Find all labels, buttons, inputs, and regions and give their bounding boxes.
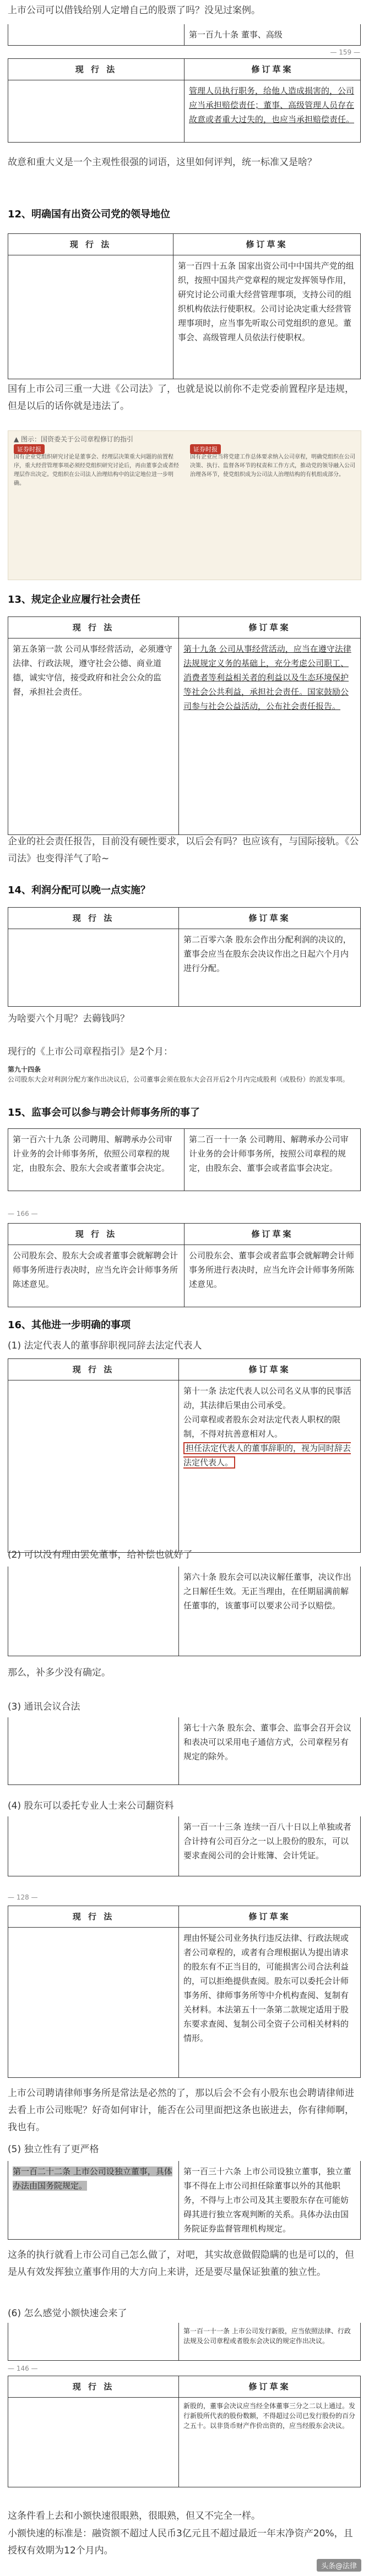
t9-right-bottom-text: 理由怀疑公司业务执行违反法律、行政法规或者公司章程的，或者有合理根据认为提出请求的股东有不正当目的，可能损害公司合法利益的，可以拒绝提供查阅。股东可以委托会计师事务所、律师事务所等中介机构查阅、复制有关材料。本法第五十一条第二款规定适用于股东要求查阅、复制公司全资子公司相关材料的情形。: [183, 1933, 349, 2043]
heading-12: 12、明确国有出资公司党的领导地位: [8, 209, 171, 220]
law-table-9: [8, 1816, 361, 1876]
t1-right-text: 管理人员执行职务，给他人造成损害的，公司应当承担赔偿责任；董事、高级管理人员存在故意或者重大过失的，也应当承担赔偿责任。: [189, 86, 355, 124]
t11-right-bottom: [179, 2398, 361, 2487]
t10-right-body: [179, 2161, 361, 2240]
item-16-5: (5) 独立性有了更严格: [8, 2144, 99, 2155]
watermark: 头条@法律: [317, 2559, 361, 2572]
t5-current-header: 现 行 法: [8, 1224, 184, 1245]
para-16-6b: 这条件看上去和小额快速很眼熟，很眼熟，但又不完全一样。: [8, 2510, 261, 2522]
para-1: 故意和重大义是一个主观性很强的词语，这里如何评判，统一标准又是啥？: [8, 157, 317, 168]
t6-right-para-c: [183, 1442, 351, 1469]
t9-current-header: 现 行 法: [8, 1906, 179, 1928]
t4-current-header: 现 行 法: [8, 908, 179, 929]
t7-right-text: 第六十条 股东会可以决议解任董事，决议作出之日解任生效。无正当理由，在任期届满前解任董事的，该董事可以要求公司予以赔偿。: [183, 1572, 351, 1611]
law-table-7: [8, 1567, 361, 1656]
t5-left-bottom: [8, 1245, 184, 1307]
t4-revised-header: 修订草案: [179, 908, 361, 929]
intro-text: 上市公司可以借钱给别人定增自己的股票了吗？没见过案例。: [8, 5, 261, 16]
law-table-11: [8, 2323, 361, 2361]
t3-right-body: [179, 638, 361, 835]
t2-revised-header: 修订草案: [173, 234, 361, 255]
t1-right-body: [184, 80, 361, 143]
t3-left-body: [8, 638, 179, 835]
page-number-166-text: — 166 —: [8, 1210, 38, 1218]
t3-revised-header: 修订草案: [179, 617, 361, 638]
t10-left-text: 第一百二十二条 上市公司设独立董事，具体办法由国务院规定。: [13, 2166, 172, 2191]
t5-left-top-text: 第一百六十九条 公司聘用、解聘承办公司审计业务的会计师事务所，依照公司章程的规定，由股东会、股东大会或者董事会决定。: [13, 1134, 172, 1173]
guideline-title: 第九十四条: [8, 1066, 41, 1073]
t8-right-text: 第七十六条 股东会、董事会、监事会召开会议和表决可以采用电子通信方式，公司章程另有规定的除外。: [183, 1723, 351, 1761]
item-16-6: (6) 怎么感觉小额快速会来了: [8, 2308, 127, 2319]
t11-revised-header: 修订草案: [179, 2376, 361, 2398]
t4-right-text: 第二百零六条 股东会作出分配利润的决议的，董事会应当在股东会决议作出之日起六个月内进行分配。: [183, 935, 351, 973]
law-table-4: [8, 907, 361, 1007]
news-column-right: [190, 453, 355, 574]
t6-right-body: [179, 1380, 361, 1553]
image-caption: ▲ 图示：国资委关于公司章程修订的指引: [14, 435, 134, 443]
t9-right-bottom: [179, 1928, 361, 2078]
page-number-146: [8, 2365, 360, 2372]
item-16-1: (1) 法定代表人的董事辞职视同辞去法定代表人: [8, 1340, 202, 1351]
t2-left-body: [8, 255, 173, 379]
page-number-128: [8, 1893, 360, 1901]
page-number: [8, 48, 360, 56]
t11-left-top: [8, 2323, 179, 2361]
t11-right-top: [179, 2323, 361, 2361]
law-table-1b: [8, 58, 361, 143]
news-column-left: [14, 453, 179, 574]
para-4a: 为啥要六个月呢？去薅钱吗？: [8, 1013, 129, 1024]
t5-revised-header: 修订草案: [184, 1224, 361, 1245]
news-right-text: 国有企业应当将党建工作总体要求纳入公司章程，明确党组织在公司决策、执行、监督各环节的权责和工作方式，推动党的领导融入公司治理各环节，使党组织成为公司法人治理结构的有机组成部分。: [190, 454, 355, 478]
t2-current-header: 现 行 法: [8, 234, 173, 255]
t5-left-top: [8, 1129, 184, 1191]
t3-left-text: 第五条第一款 公司从事经营活动，必须遵守法律、行政法规，遵守社会公德、商业道德，诚实守信，接受政府和社会公众的监督，承担社会责任。: [13, 644, 172, 697]
guideline-text: 公司股东大会对利润分配方案作出决议后，公司董事会须在股东大会召开后2个月内完成股利（或股份）的派发事项。: [8, 1076, 349, 1083]
para-16-6c: 小额快速的标准是：融资额不超过人民币3亿元且不超过最近一年末净资产20%，且授权有效期为12个月内。: [8, 2528, 353, 2556]
page-number-146-text: — 146 —: [8, 2365, 38, 2372]
page-number-128-text: — 128 —: [8, 1893, 38, 1901]
t6-right-para-c-text: 担任法定代表人的董事辞职的，视为同时辞去法定代表人。: [183, 1443, 351, 1467]
heading-15: 15、监事会可以参与聘会计师事务所的事了: [8, 1107, 200, 1118]
t10-left-body: [8, 2161, 179, 2240]
law-table-10: [8, 2161, 361, 2240]
t8-right-body: [179, 1717, 361, 1785]
t6-right-para-a: 第十一条 法定代表人以公司名义从事的民事活动，其法律后果由公司承受。: [183, 1386, 351, 1410]
t6-left-body: [8, 1380, 179, 1553]
law-table-3: [8, 616, 361, 835]
para-2: 国有上市公司三重一大进《公司法》了，也就是说以前你不走党委前置程序是违规，但是以后的话你就是违法了。: [8, 384, 354, 412]
t3-right-text: 第十九条 公司从事经营活动，应当在遵守法律法规规定义务的基础上，充分考虑公司职工、消费者等利益相关者的利益以及生态环境保护等社会公共利益，承担社会责任。国家鼓励公司参与社会公益活动，公布社会责任报告。: [183, 644, 351, 711]
item-16-2: (2) 可以没有理由罢免董事，给补偿也就好了: [8, 1549, 193, 1560]
t8-left-body: [8, 1717, 179, 1785]
law-table-9b: [8, 1906, 361, 2078]
t5-left-bottom-text: 公司股东会、股东大会或者董事会就解聘会计师事务所进行表决时，应当允许会计师事务所陈述意见。: [13, 1251, 178, 1289]
t5-right-top: [184, 1129, 361, 1191]
t5-right-bottom-text: 公司股东会、董事会或者监事会就解聘会计师事务所进行表决时，应当允许会计师事务所陈述意见。: [189, 1251, 355, 1289]
t11-right-top-text: 第一百一十一条 上市公司发行新股，应当依照法律、行政法规及公司章程或者股东会决议的规定作出决议。: [183, 2327, 351, 2345]
t2-right-text: 第一百四十五条 国家出资公司中中国共产党的组织，按照中国共产党章程的规定发挥领导作用，研究讨论公司重大经营管理事项，支持公司的组织机构依法行使职权。公司讨论决定重大经营管理事项时，应当事先听取公司党组织的意见。董事会、高级管理人员依法行使职权。: [178, 261, 354, 342]
t5-right-bottom: [184, 1245, 361, 1307]
law-table-1: [8, 24, 361, 46]
t9-left-bottom: [8, 1928, 179, 2078]
guideline-quote: [8, 1065, 360, 1084]
t11-current-header: 现 行 法: [8, 2376, 179, 2398]
t9-revised-header: 修订草案: [179, 1906, 361, 1928]
law-table-5b: [8, 1223, 361, 1307]
t3-current-header: 现 行 法: [8, 617, 179, 638]
law-table-11b: [8, 2376, 361, 2487]
t7-left-body: [8, 1567, 179, 1656]
t1-current-header: 现 行 法: [8, 59, 184, 80]
t4-left-body: [8, 929, 179, 1007]
item-16-3: (3) 通讯会议合法: [8, 1701, 80, 1712]
heading-14: 14、利润分配可以晚一点实施？: [8, 885, 151, 896]
t9-left-top: [8, 1816, 179, 1876]
t2-right-body: [173, 255, 361, 379]
para-16-4b: 上市公司聘请律师事务所是常法是必然的了，那以后会不会有小股东也会聘请律师进去看上市公司账呢？好奇如何审计，能否在公司里面把这条也嵌进去，你有律师啊，我也有。: [8, 2088, 354, 2133]
para-4b: 现行的《上市公司章程指引》是2个月：: [8, 1046, 173, 1057]
t1-left-cell: [8, 24, 184, 46]
t6-revised-header: 修订草案: [179, 1359, 361, 1380]
t6-right-para-b: 公司章程或者股东会对法定代表人职权的限制，不得对抗善意相对人。: [183, 1415, 341, 1439]
para-16-2b: 那么，补多少没有确定。: [8, 1667, 111, 1678]
t9-right-top: [179, 1816, 361, 1876]
page-number-text: — 159 —: [330, 48, 360, 56]
heading-13: 13、规定企业应履行社会责任: [8, 594, 141, 605]
item-16-4: (4) 股东可以委托专业人士来公司翻资料: [8, 1800, 174, 1811]
news-left-text: 国有企业党组织研究讨论是董事会、经理层决策重大问题的前置程序，重大经营管理事项必须经党组织研究讨论后，再由董事会或者经理层作出决定。党组织在公司法人治理结构中的法定地位进一步明确。: [14, 454, 179, 487]
para-3: 企业的社会责任报告，目前没有硬性要求，以后会有吗？也应该有，与国际接轨。《公司法》也变得洋气了哈~: [8, 836, 359, 864]
t9-right-top-text: 第一百一十三条 连续一百八十日以上单独或者合计持有公司百分之一以上股份的股东，可以要求查阅公司的会计账簿、会计凭证。: [183, 1822, 351, 1860]
news-tag-left: 证券时报: [14, 444, 45, 454]
t1-left-body: [8, 80, 184, 143]
t11-left-bottom: [8, 2398, 179, 2487]
law-table-8: [8, 1717, 361, 1785]
t1-revised-header: 修订草案: [184, 59, 361, 80]
para-16-5b: 这条的执行就看上市公司自己怎么做了，对吧，其实故意做假隐瞒的也是可以的，但是从有效发挥独立董事作用的大方向上来讲，还是要尽量保证独董的独立性。: [8, 2250, 354, 2278]
embedded-news-image: [8, 430, 361, 580]
t7-right-body: [179, 1567, 361, 1656]
t10-right-text: 第一百三十六条 上市公司设独立董事，独立董事不得在上市公司担任除董事以外的其他职务，不得与上市公司及其主要股东存在可能妨碍其进行独立客观判断的关系。具体办法由国务院证券监督管理机构规定。: [183, 2166, 351, 2234]
news-tag-right: 证券时报: [190, 444, 221, 454]
law-table-6: [8, 1358, 361, 1553]
page-number-166: [8, 1210, 360, 1218]
heading-16: 16、其他进一步明确的事项: [8, 1319, 131, 1331]
law-table-2: [8, 233, 361, 379]
t1-right-prefix: 第一百九十条 董事、高级: [184, 24, 361, 46]
t11-right-bottom-text: 新股的，董事会决议应当经全体董事三分之二以上通过。发行新股所代表的股份数额，不得超过公司已发行股份的百分之五十。以非货币财产作价出资的，应当经股东会决议。: [183, 2402, 356, 2430]
t5-right-top-text: 第二百一十一条 公司聘用、解聘承办公司审计业务的会计师事务所，按照公司章程的规定，由股东会、董事会或者监事会决定。: [189, 1134, 349, 1173]
t4-right-body: [179, 929, 361, 1007]
law-table-5: [8, 1128, 361, 1191]
t6-current-header: 现 行 法: [8, 1359, 179, 1380]
